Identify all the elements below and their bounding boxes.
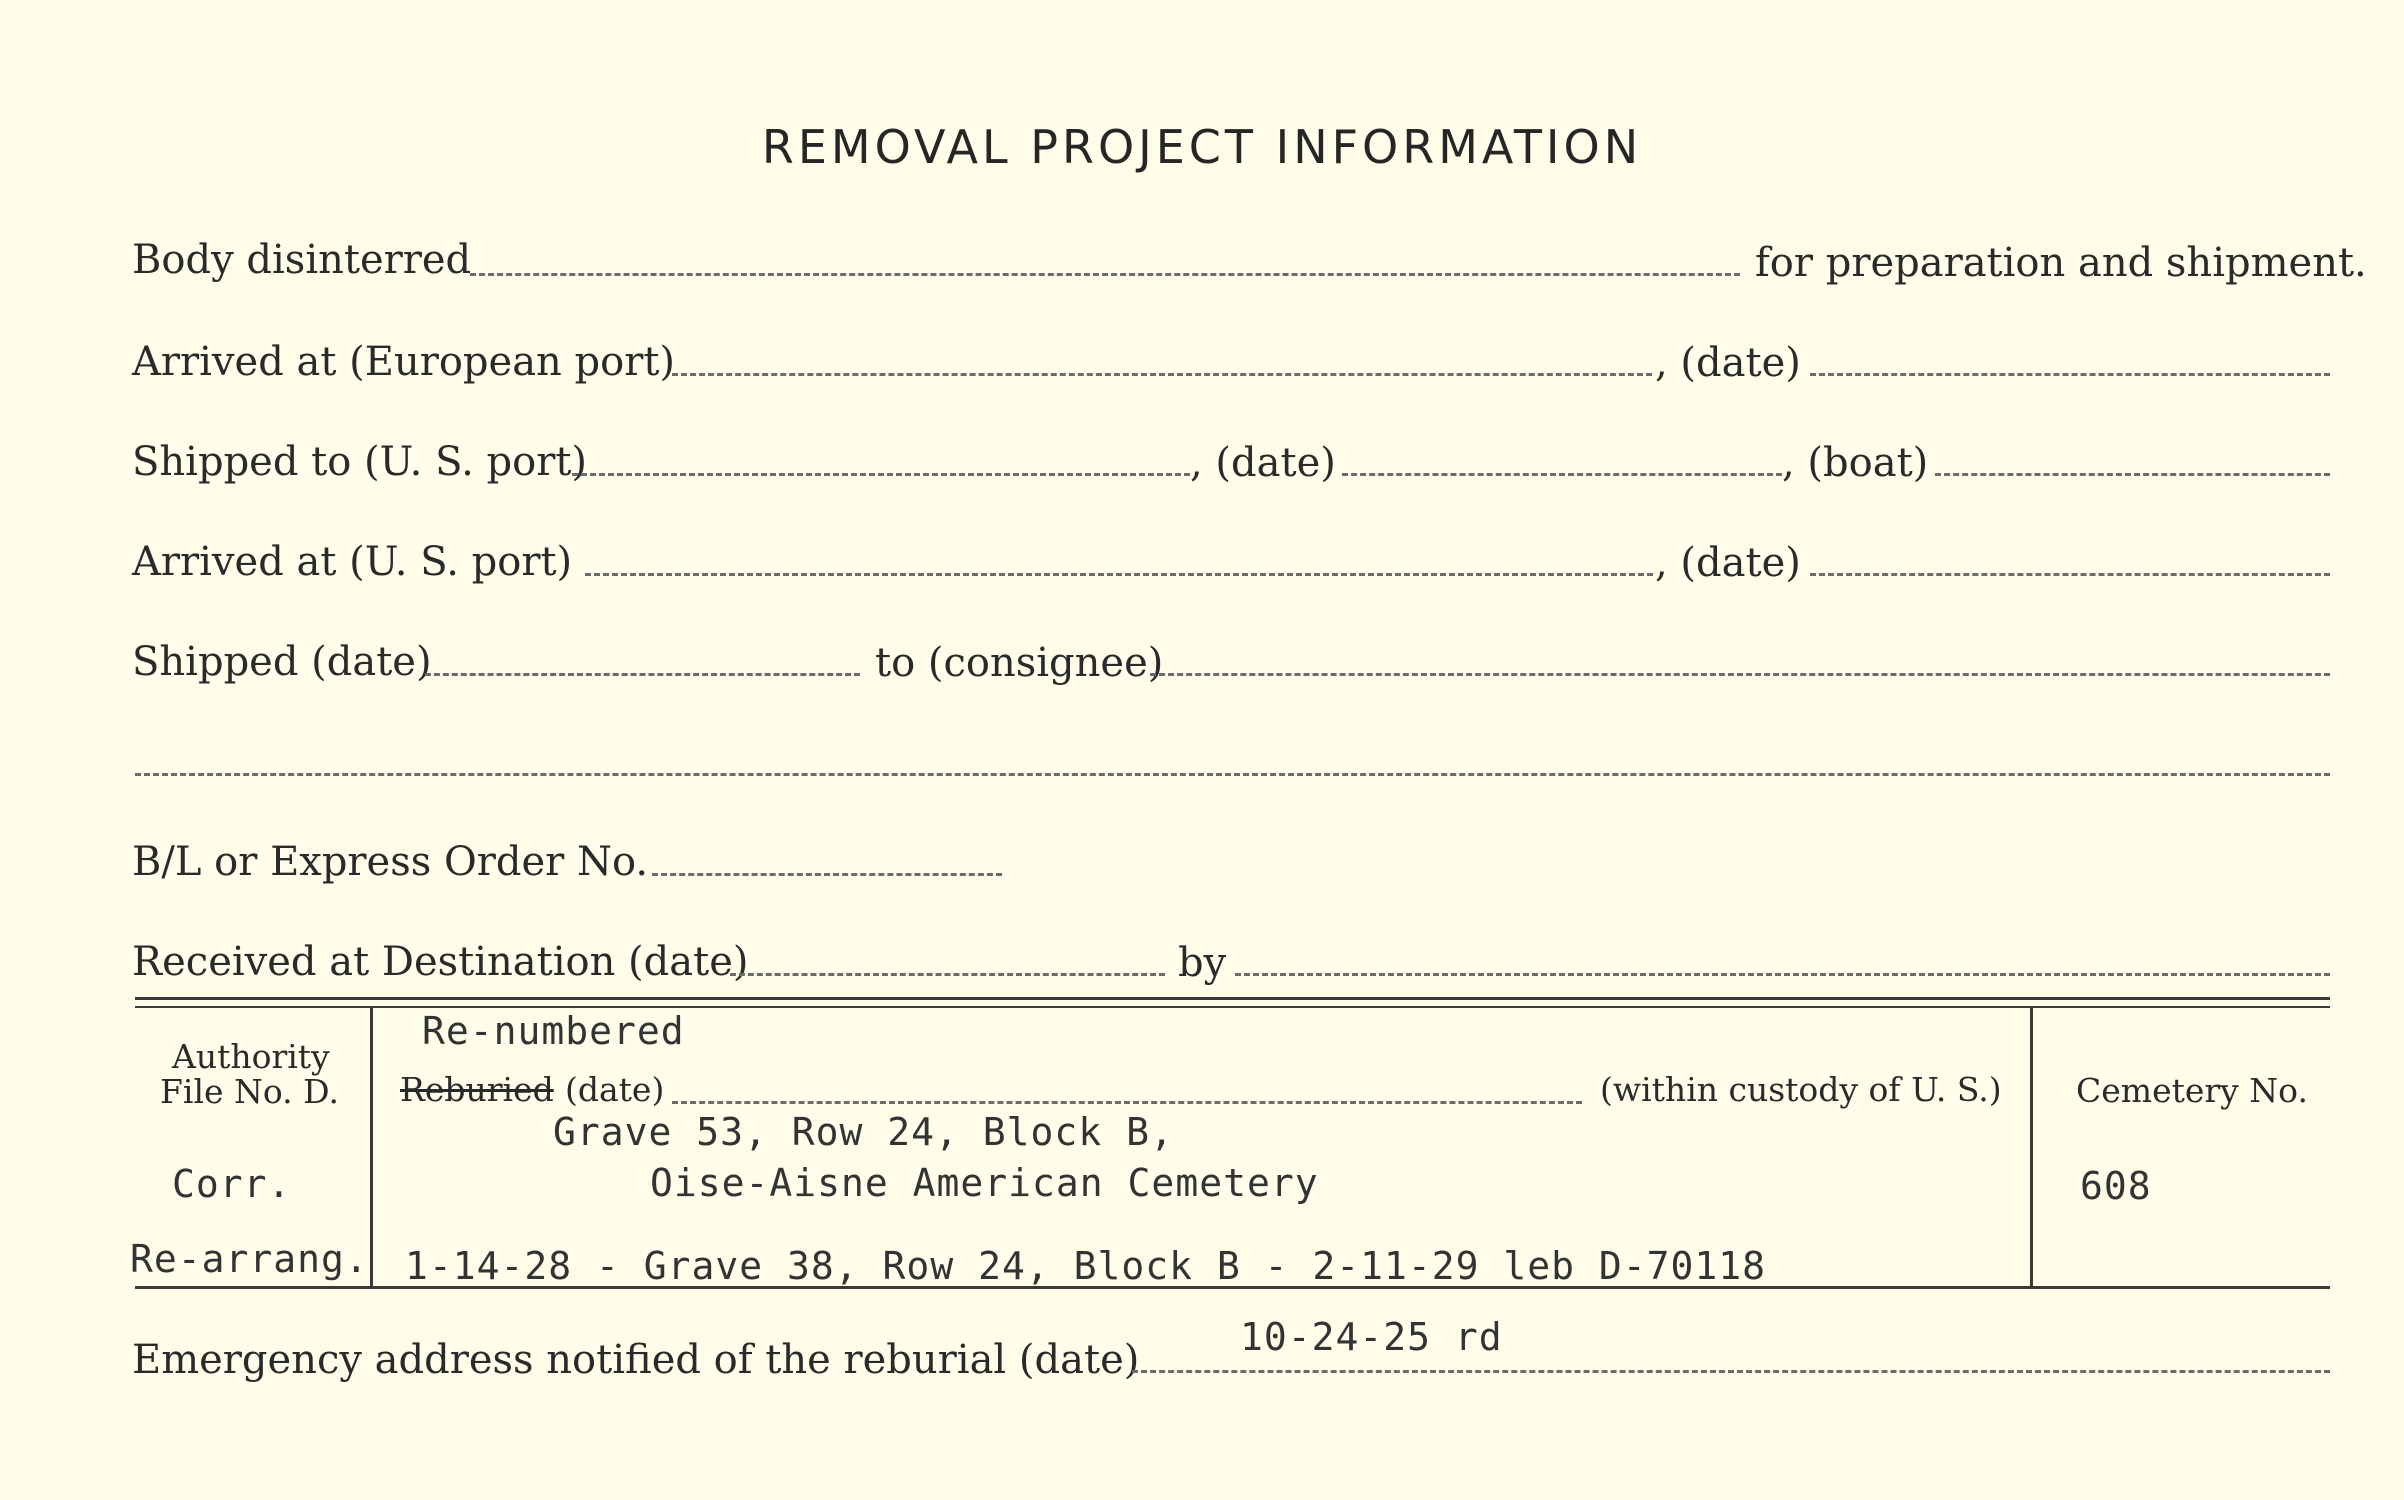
arrived-us-port-field [585, 573, 1653, 576]
arrived-us-date-field [1810, 573, 2330, 576]
boat-label: , (boat) [1782, 440, 1929, 486]
arrived-european-port-label: Arrived at (European port) [132, 339, 676, 385]
within-custody-label: (within custody of U. S.) [1600, 1070, 2002, 1109]
emergency-date-field [1132, 1370, 2330, 1373]
body-disinterred-field [470, 273, 1740, 276]
shipped-date-only-label: Shipped (date) [132, 639, 432, 685]
page-title: REMOVAL PROJECT INFORMATION [761, 120, 1643, 174]
box-left-divider [370, 1008, 373, 1286]
boat-field [1935, 473, 2330, 476]
european-date-field [1810, 373, 2330, 376]
rearrangement-text: 1-14-28 - Grave 38, Row 24, Block B - 2-11-29 leb D-70118 [405, 1244, 1767, 1288]
shipped-date-field [1342, 473, 1782, 476]
corr-label: Corr. [172, 1162, 292, 1206]
received-date-field [730, 973, 1165, 976]
bl-order-label: B/L or Express Order No. [132, 839, 649, 885]
rearrang-label: Re-arrang. [130, 1237, 369, 1281]
cemetery-name-text: Oise-Aisne American Cemetery [650, 1161, 1319, 1205]
file-no-label: File No. D. [160, 1072, 339, 1111]
consignee-field [1150, 673, 2330, 676]
arrived-us-port-label: Arrived at (U. S. port) [132, 539, 573, 585]
european-port-field [672, 373, 1652, 376]
shipped-us-port-label: Shipped to (U. S. port) [132, 439, 587, 485]
shipped-date-label: , (date) [1190, 440, 1336, 486]
box-right-divider [2030, 1008, 2033, 1286]
bl-order-field [652, 873, 1002, 876]
received-by-field [1235, 973, 2330, 976]
emergency-date-value: 10-24-25 rd [1240, 1315, 1503, 1359]
received-destination-label: Received at Destination (date) [132, 939, 749, 985]
reburied-date-field [672, 1101, 1582, 1104]
consignee-continuation-field [135, 773, 2330, 776]
renumbered-text: Re-numbered [422, 1009, 685, 1053]
cemetery-no-value: 608 [2080, 1164, 2152, 1208]
box-top-rule-inner [135, 1006, 2330, 1008]
box-top-rule [135, 997, 2330, 1000]
emergency-address-label: Emergency address notified of the reburial (date) [132, 1337, 1140, 1383]
reburied-struck-label: Reburied [400, 1070, 554, 1109]
us-port-field [572, 473, 1190, 476]
shipped-date-only-field [425, 673, 860, 676]
cemetery-no-label: Cemetery No. [2076, 1071, 2308, 1110]
authority-label: Authority [172, 1037, 330, 1076]
arrived-us-date-label: , (date) [1655, 540, 1801, 586]
preparation-shipment-label: for preparation and shipment. [1755, 240, 2367, 286]
european-date-label: , (date) [1655, 340, 1801, 386]
received-by-label: by [1178, 940, 1227, 986]
body-disinterred-label: Body disinterred [132, 237, 472, 283]
consignee-label: to (consignee) [875, 640, 1164, 686]
grave-location-text: Grave 53, Row 24, Block B, [553, 1110, 1174, 1154]
reburied-date-label: (date) [565, 1070, 665, 1109]
